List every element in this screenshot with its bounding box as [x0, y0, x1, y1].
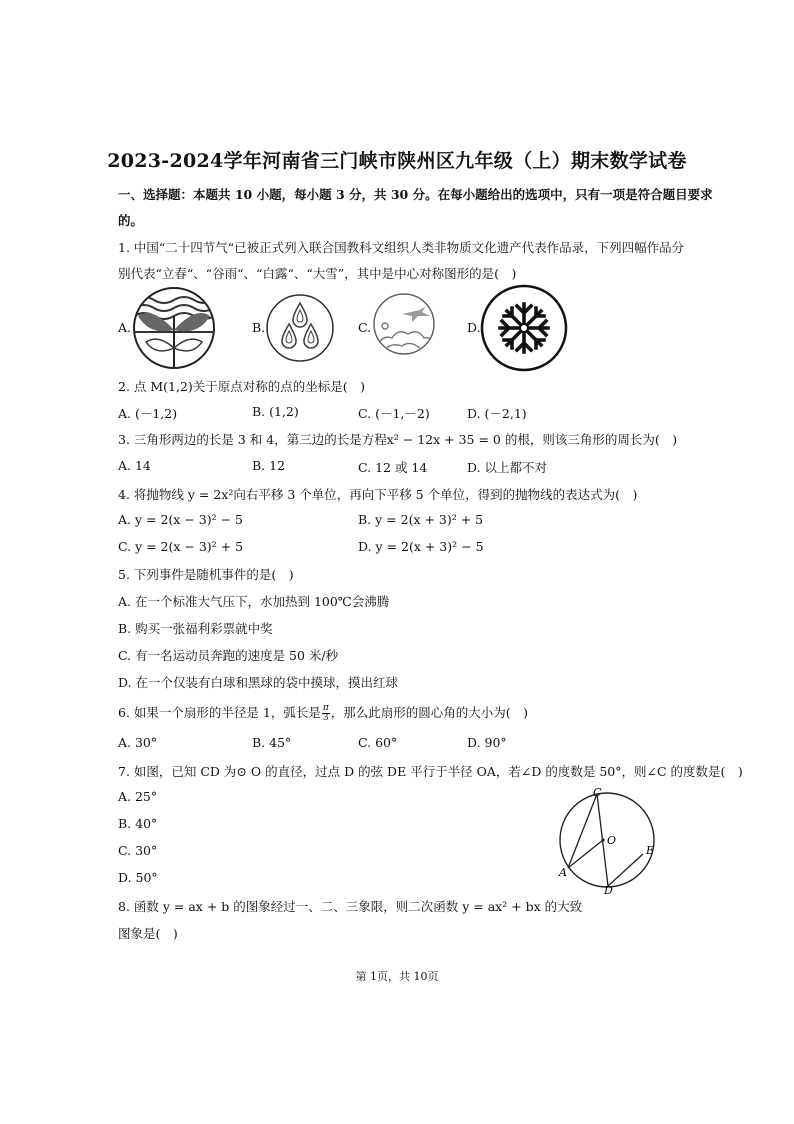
chord-de [608, 854, 643, 886]
q6-option-b: B. 45° [252, 735, 292, 750]
q6-stem-part-a: 6. 如果一个扇形的半径是 1，弧长是 [118, 705, 321, 720]
label-a: A [559, 866, 567, 879]
q6-option-c: C. 60° [358, 735, 398, 750]
q4-stem: 4. 将抛物线 y = 2x²向右平移 3 个单位，再向下平移 5 个单位，得到的抛物线的表达式为( ) [118, 487, 638, 502]
q8-stem-line1: 8. 函数 y = ax + b 的图象经过一、二、三象限，则二次函数 y = ax² + bx 的大致 [118, 899, 583, 914]
q7-option-c: C. 30° [118, 843, 158, 858]
q5-option-d: D. 在一个仅装有白球和黑球的袋中摸球，摸出红球 [118, 675, 399, 690]
section-heading-line1: 一、选择题：本题共 10 小题，每小题 3 分，共 30 分。在每小题给出的选项中，只有一项是符合题目要求 [118, 187, 713, 202]
q1-option-b-label: B. [252, 320, 266, 335]
q7-option-b: B. 40° [118, 816, 158, 831]
q1-option-a-label: A. [118, 320, 132, 335]
q7-option-a: A. 25° [118, 789, 158, 804]
q4-option-c: C. y = 2(x − 3)² + 5 [118, 539, 244, 554]
q3-option-c: C. 12 或 14 [358, 460, 428, 475]
center-point [601, 838, 604, 841]
page-footer: 第 1页，共 10页 [355, 970, 439, 983]
q7-circle-figure [552, 784, 662, 898]
q7-stem: 7. 如图，已知 CD 为⊙ O 的直径，过点 D 的弦 DE 平行于半径 OA，若∠D 的度数是 50°，则∠C 的度数是( ) [118, 764, 743, 779]
q2-option-c: C. (－1,－2) [358, 406, 430, 421]
label-c: C [593, 786, 602, 799]
q1-stem-line2: 别代表“立春“、“谷雨“、“白露“、“大雪”，其中是中心对称图形的是( ) [118, 266, 517, 281]
q4-option-a: A. y = 2(x − 3)² − 5 [118, 512, 243, 527]
q3-option-d: D. 以上都不对 [467, 460, 548, 475]
page-title: 2023-2024学年河南省三门峡市陕州区九年级（上）期末数学试卷 [107, 150, 687, 172]
spring-seedling-icon [132, 286, 216, 374]
q2-option-d: D. (－2,1) [467, 406, 527, 421]
q6-stem-part-b: ，那么此扇形的圆心角的大小为( ) [330, 705, 529, 720]
q5-option-c: C. 有一名运动员奔跑的速度是 50 米/秒 [118, 648, 339, 663]
q6-fraction [322, 704, 330, 723]
section-heading-line2: 的。 [118, 213, 144, 228]
label-d: D [604, 884, 613, 894]
q1-option-d-label: D. [467, 320, 481, 335]
q6-option-a: A. 30° [118, 735, 158, 750]
q1-option-c-label: C. [358, 320, 372, 335]
q5-option-b: B. 购买一张福利彩票就中奖 [118, 621, 273, 636]
q2-option-b: B. (1,2) [252, 404, 299, 419]
white-dew-bird-icon [372, 292, 436, 360]
q1-stem-line1: 1. 中国“二十四节气“已被正式列入联合国教科文组织人类非物质文化遗产代表作品录，下列四幅作品分 [118, 240, 685, 255]
q6-fraction-denominator: 3 [322, 713, 329, 723]
q3-option-b: B. 12 [252, 458, 286, 473]
label-o: O [607, 834, 617, 847]
q6-fraction-numerator: π [322, 703, 329, 713]
q5-option-a: A. 在一个标准大气压下，水加热到 100℃会沸腾 [118, 594, 390, 609]
label-e: E [646, 844, 655, 857]
q2-option-a: A. (－1,2) [118, 406, 178, 421]
q5-stem: 5. 下列事件是随机事件的是( ) [118, 567, 294, 582]
rain-drops-icon [265, 293, 335, 367]
q6-stem [118, 703, 528, 723]
q2-stem: 2. 点 M(1,2)关于原点对称的点的坐标是( ) [118, 379, 366, 394]
q6-option-d: D. 90° [467, 735, 507, 750]
q7-option-d: D. 50° [118, 870, 158, 885]
q4-option-b: B. y = 2(x + 3)² + 5 [358, 512, 484, 527]
q3-option-a: A. 14 [118, 458, 151, 473]
q8-stem-line2: 图象是( ) [118, 926, 178, 941]
q3-stem: 3. 三角形两边的长是 3 和 4，第三边的长是方程x² − 12x + 35 = 0 的根，则该三角形的周长为( ) [118, 432, 678, 447]
q4-option-d: D. y = 2(x + 3)² − 5 [358, 539, 484, 554]
snowflake-icon [480, 284, 568, 376]
